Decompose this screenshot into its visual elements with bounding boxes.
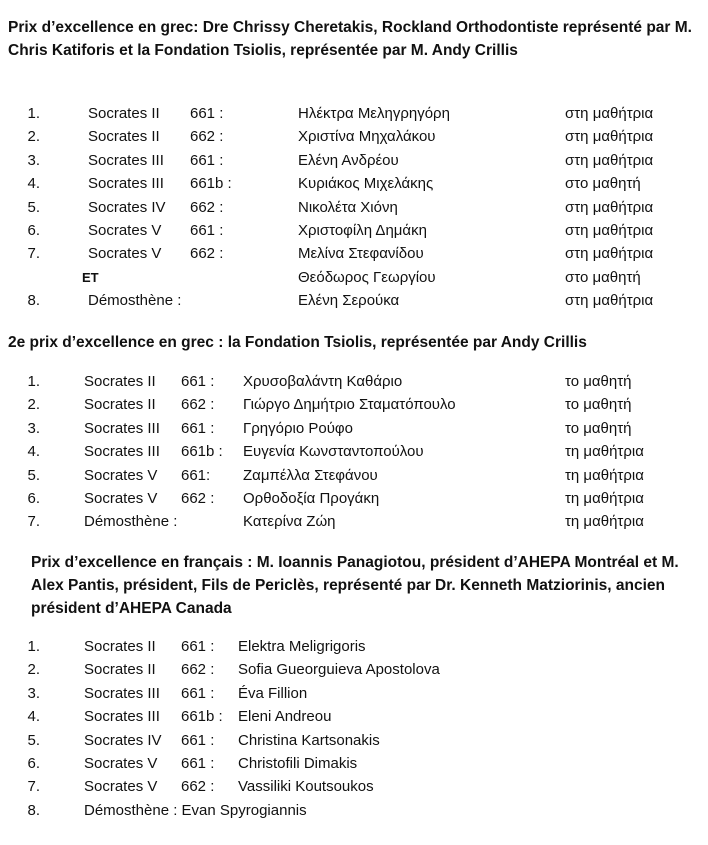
class-label: Socrates III (84, 708, 160, 726)
group-code: 661 : (181, 755, 215, 772)
item-number: 8. (27, 292, 40, 310)
item-number: 1. (27, 373, 40, 390)
item-number: 7. (27, 513, 40, 531)
class-label: Socrates III (84, 443, 160, 461)
item-number: 5. (27, 731, 40, 749)
student-name: Μελίνα Στεφανίδου (298, 245, 424, 263)
item-number: 6. (27, 222, 40, 239)
group-code: 661b : (181, 443, 223, 461)
group-code: 661 : (181, 731, 215, 749)
list-item (0, 370, 708, 393)
recipient-label: στη μαθήτρια (565, 151, 654, 169)
list-item (0, 125, 708, 148)
student-name: Ηλέκτρα Μεληγρηγόρη (298, 105, 450, 122)
item-number: 2. (27, 661, 40, 679)
list-item (0, 799, 708, 822)
group-code: 661 : (190, 105, 224, 122)
class-label: Socrates II (84, 661, 156, 679)
list-item (0, 658, 708, 681)
class-label: Socrates III (84, 684, 160, 702)
student-name: Κυριάκος Μιχελάκης (298, 175, 434, 193)
list-item (0, 775, 708, 798)
class-label: Socrates V (84, 490, 158, 507)
list-item (0, 464, 708, 487)
group-code: 662 : (190, 128, 224, 146)
item-number: 3. (27, 684, 40, 702)
list-item (0, 266, 708, 289)
recipient-label: το μαθητή (565, 396, 632, 414)
list-item (0, 242, 708, 265)
recipient-label: τη μαθήτρια (565, 443, 644, 461)
item-number: 4. (27, 443, 40, 461)
group-code: 661 : (181, 684, 215, 702)
recipient-label: στο μαθητή (565, 175, 641, 193)
student-name: Χριστίνα Μηχαλάκου (298, 128, 436, 146)
class-label: Socrates V (84, 755, 158, 772)
student-name: Eleni Andreou (238, 708, 332, 726)
group-code: 662 : (190, 245, 224, 263)
group-code: 662 : (181, 778, 215, 796)
class-label: Démosthène : (84, 513, 178, 531)
item-number: 5. (27, 198, 40, 216)
recipient-label: το μαθητή (565, 373, 632, 390)
section-2-heading: 2e prix d’excellence en grec : la Fondation Tsiolis, représentée par Andy Crillis (8, 334, 587, 351)
list-item (0, 393, 708, 416)
section-3-heading: Prix d’excellence en français : M. Ioannis Panagiotou, président d’AHEPA Montréal et M. Alex Pantis, président, Fils de Periclès, représenté par Dr. Kenneth Matziorinis, ancien président d’AHEPA Canada (31, 554, 679, 617)
student-name: Vassiliki Koutsoukos (238, 778, 374, 796)
class-label: Socrates V (84, 778, 158, 796)
class-label: Socrates IV (84, 731, 162, 749)
item-number: 3. (27, 419, 40, 437)
recipient-label: στη μαθήτρια (565, 292, 654, 310)
class-label: Socrates II (88, 105, 160, 122)
list-item (0, 440, 708, 463)
recipient-label: στη μαθήτρια (565, 222, 654, 239)
recipient-label: στο μαθητή (565, 268, 641, 286)
class-label: Socrates III (88, 151, 164, 169)
group-code: 661b : (181, 708, 223, 726)
list-item (0, 635, 708, 658)
student-name: Éva Fillion (238, 684, 308, 702)
class-label: Socrates III (84, 419, 160, 437)
list-item (0, 682, 708, 705)
student-name: Κατερίνα Ζώη (243, 513, 336, 531)
student-name: Sofia Gueorguieva Apostolova (238, 661, 440, 679)
recipient-label: στη μαθήτρια (565, 128, 654, 146)
student-name: Ελένη Σερούκα (298, 292, 400, 310)
class-label: Socrates II (88, 128, 160, 146)
student-name: Ζαμπέλλα Στεφάνου (243, 466, 378, 484)
item-number: 2. (27, 128, 40, 146)
list-item (0, 172, 708, 195)
class-label: Socrates II (84, 373, 156, 390)
group-code: 661b : (190, 175, 232, 193)
group-code: 662 : (181, 661, 215, 679)
item-number: 4. (27, 175, 40, 193)
student-name: Elektra Meligrigoris (238, 638, 366, 655)
student-name: Γιώργο Δημήτριο Σταματόπουλο (243, 396, 456, 414)
group-code: 661 : (181, 419, 215, 437)
group-code: 661: (181, 466, 211, 484)
class-label: Démosthène : Evan Spyrogiannis (84, 801, 307, 819)
recipient-label: το μαθητή (565, 419, 632, 437)
class-label: Démosthène : (88, 292, 182, 310)
student-name: Χριστοφίλη Δημάκη (298, 222, 427, 239)
item-number: 4. (27, 708, 40, 726)
group-code: 662 : (181, 396, 215, 414)
list-item (0, 289, 708, 312)
recipient-label: στη μαθήτρια (565, 105, 654, 122)
group-code: 662 : (190, 198, 224, 216)
class-label: Socrates V (88, 222, 162, 239)
class-label: ET (82, 269, 99, 285)
class-label: Socrates II (84, 396, 156, 414)
item-number: 6. (27, 755, 40, 772)
student-name: Ελένη Ανδρέου (298, 151, 399, 169)
group-code: 661 : (190, 222, 224, 239)
recipient-label: στη μαθήτρια (565, 198, 654, 216)
recipient-label: τη μαθήτρια (565, 490, 644, 507)
class-label: Socrates V (84, 466, 158, 484)
list-item (0, 752, 708, 775)
item-number: 1. (27, 105, 40, 122)
item-number: 5. (27, 466, 40, 484)
item-number: 1. (27, 638, 40, 655)
recipient-label: τη μαθήτρια (565, 513, 644, 531)
section-1-heading: Prix d’excellence en grec: Dre Chrissy Cheretakis, Rockland Orthodontiste représenté par M. Chris Katiforis et la Fondation Tsiolis, représentée par M. Andy Crillis (8, 19, 692, 59)
student-name: Ορθοδοξία Προγάκη (243, 490, 380, 507)
class-label: Socrates II (84, 638, 156, 655)
item-number: 2. (27, 396, 40, 414)
class-label: Socrates V (88, 245, 162, 263)
class-label: Socrates IV (88, 198, 166, 216)
list-item (0, 487, 708, 510)
group-code: 662 : (181, 490, 215, 507)
list-item (0, 417, 708, 440)
student-name: Νικολέτα Χιόνη (298, 198, 398, 216)
item-number: 7. (27, 778, 40, 796)
student-name: Ευγενία Κωνσταντοπούλου (243, 443, 424, 461)
list-item (0, 196, 708, 219)
student-name: Χρυσοβαλάντη Καθάριο (243, 373, 403, 390)
list-item (0, 510, 708, 533)
student-name: Christofili Dimakis (238, 755, 358, 772)
item-number: 7. (27, 245, 40, 263)
recipient-label: στη μαθήτρια (565, 245, 654, 263)
class-label: Socrates III (88, 175, 164, 193)
group-code: 661 : (181, 373, 215, 390)
list-item (0, 729, 708, 752)
group-code: 661 : (190, 151, 224, 169)
list-item (0, 149, 708, 172)
item-number: 3. (27, 151, 40, 169)
student-name: Γρηγόριο Ρούφο (243, 419, 353, 437)
student-name: Θεόδωρος Γεωργίου (298, 268, 436, 286)
list-item (0, 219, 708, 242)
item-number: 8. (27, 801, 40, 819)
list-item (0, 705, 708, 728)
student-name: Christina Kartsonakis (238, 731, 380, 749)
group-code: 661 : (181, 638, 215, 655)
list-item (0, 102, 708, 125)
item-number: 6. (27, 490, 40, 507)
recipient-label: τη μαθήτρια (565, 466, 644, 484)
